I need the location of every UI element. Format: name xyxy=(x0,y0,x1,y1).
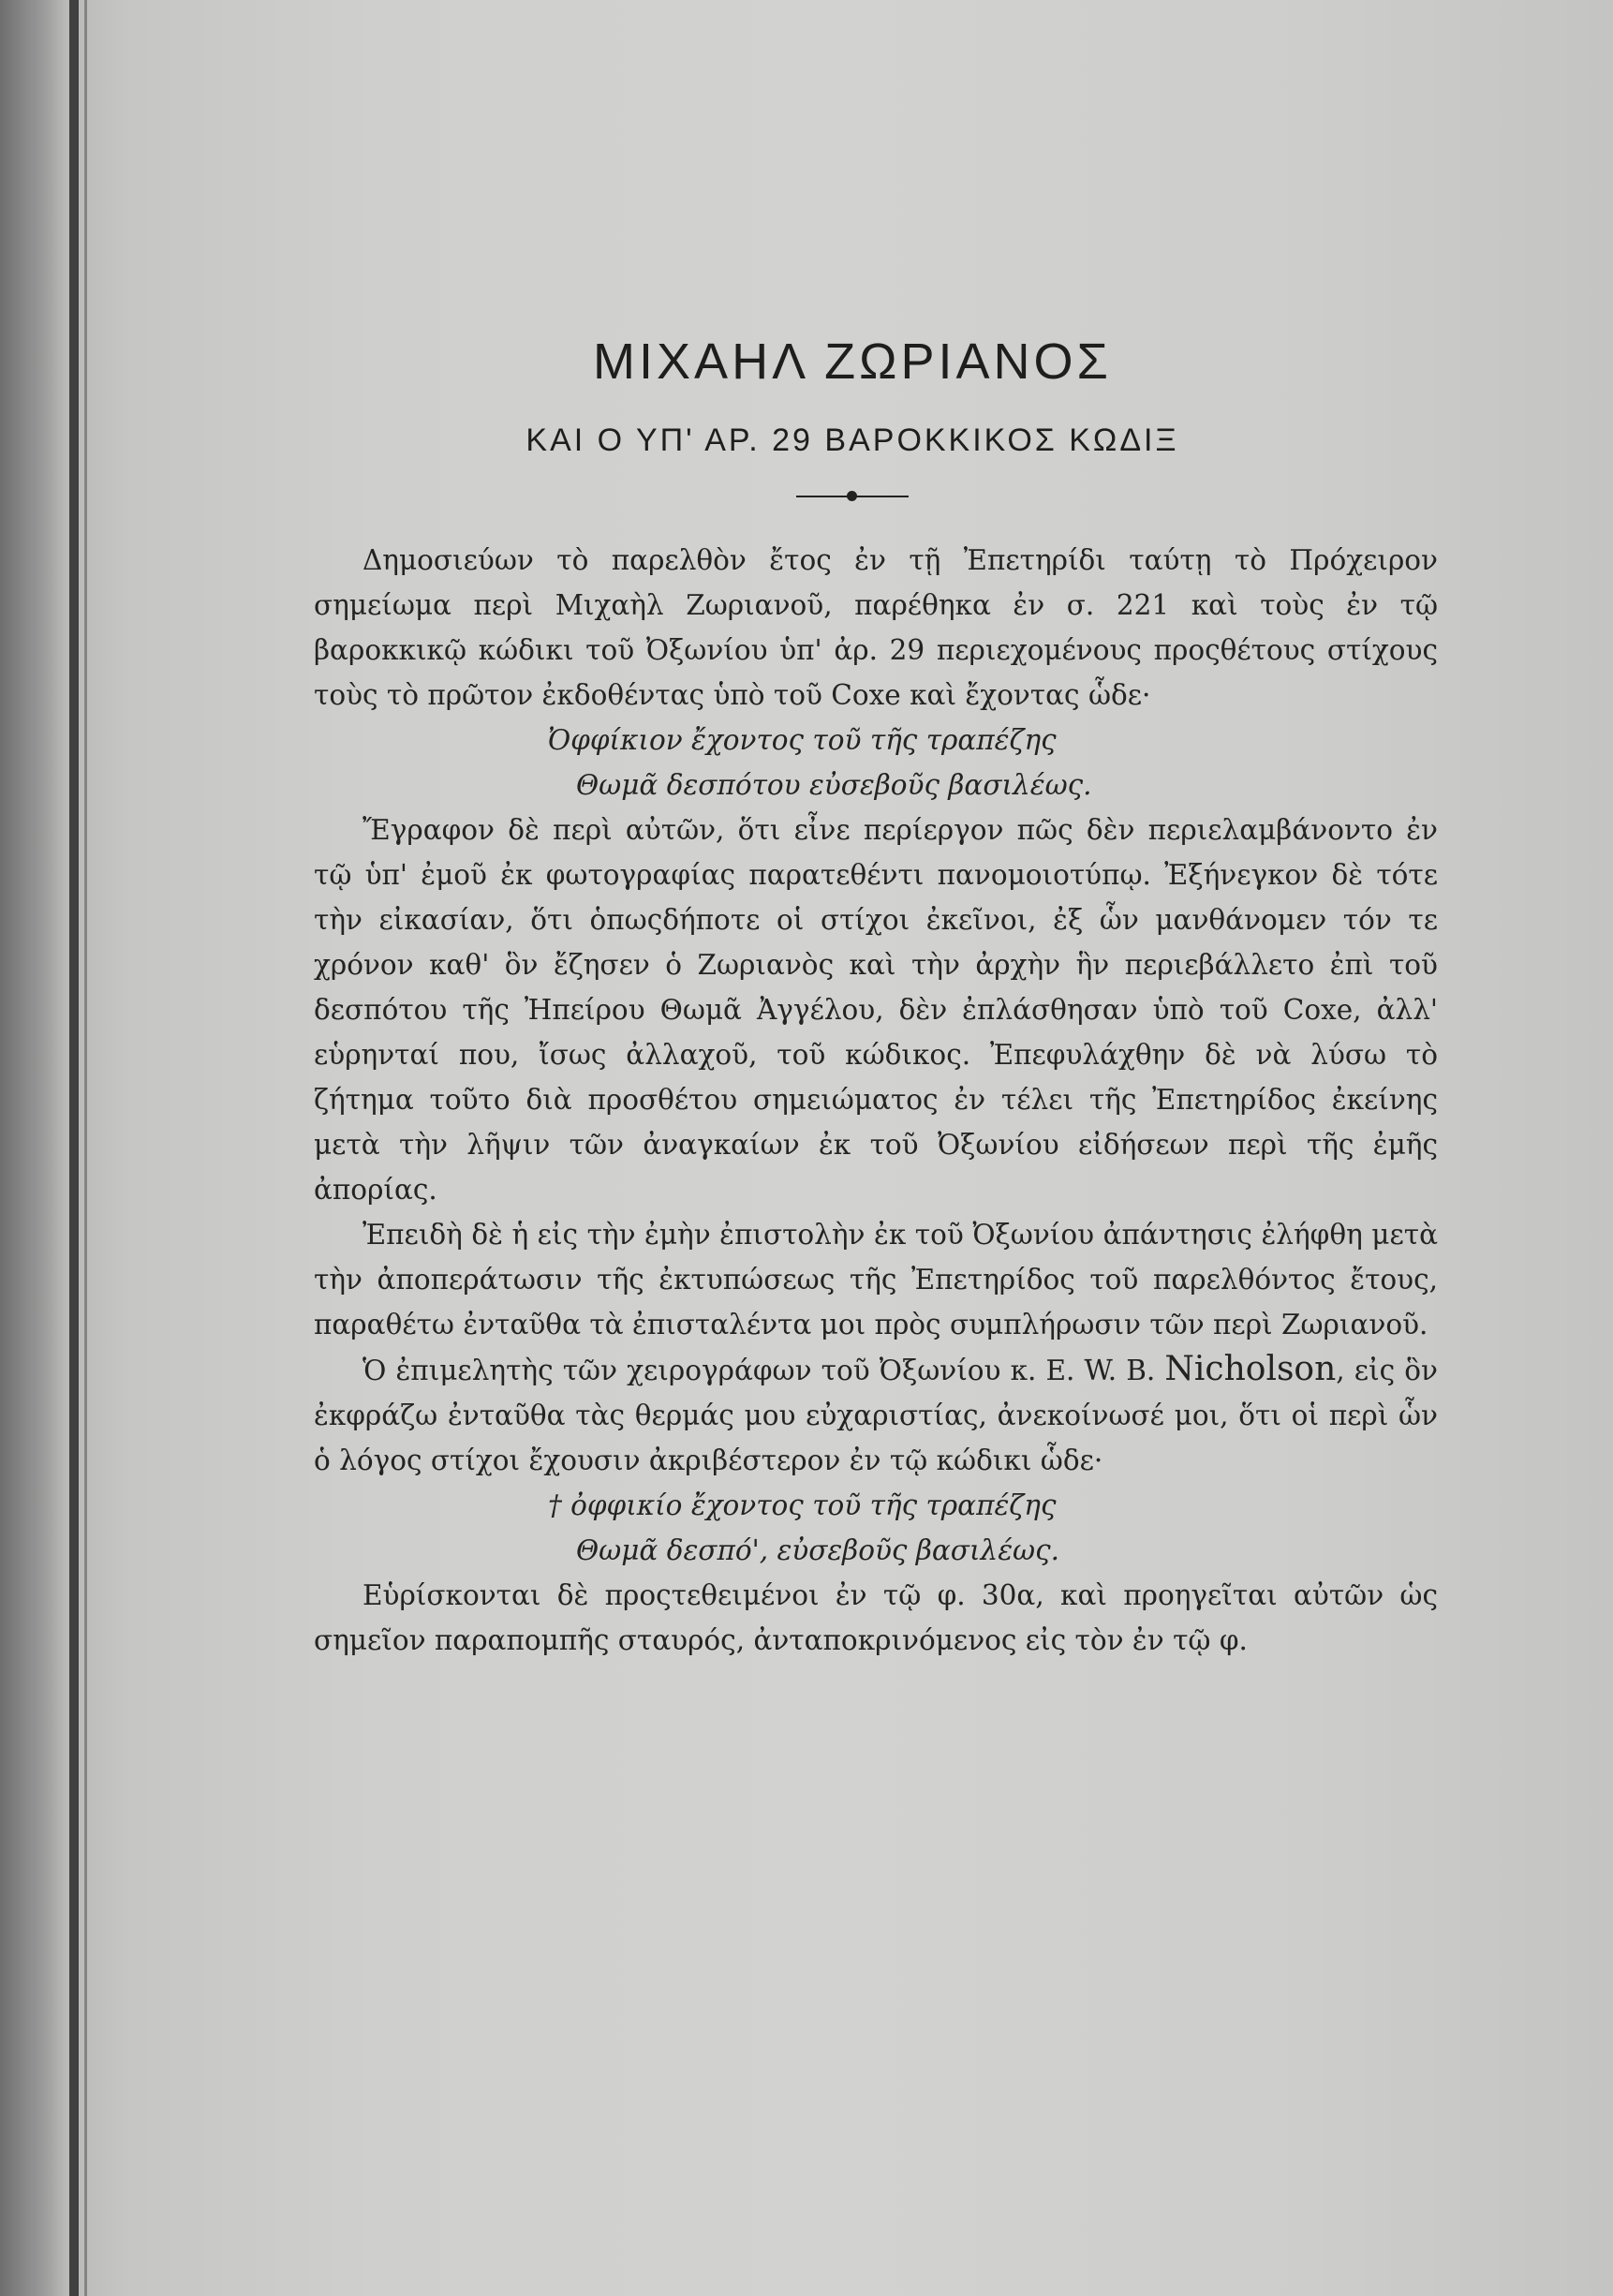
article-subtitle: ΚΑΙ Ο ΥΠ' ΑΡ. 29 ΒΑΡΟΚΚΙΚΟΣ ΚΩΔΙΞ xyxy=(525,422,1179,458)
paragraph-4 xyxy=(314,1347,1438,1483)
paragraph-4-end: ἐν τῷ κώδικι ὧδε· xyxy=(849,1444,1103,1476)
quote-1-line-2: Θωμᾶ δεσπότου εὐσεβοῦς βασιλέως. xyxy=(576,769,1092,801)
paragraph-4-name: Nicholson xyxy=(1164,1350,1337,1388)
article-title: ΜΙΧΑΗΛ ΖΩΡΙΑΝΟΣ xyxy=(593,333,1112,390)
paragraph-5: Εὑρίσκονται δὲ προςτεθειμένοι ἐν τῷ φ. 30α, καὶ προηγεῖται αὐτῶν ὡς σημεῖον παραπομπῆς σταυρός, ἀνταποκρινόμενος εἰς τὸν ἐν τῷ φ. xyxy=(314,1579,1438,1656)
binding-shadow xyxy=(0,0,66,2296)
paragraph-4-start: Ὁ ἐπιμελητὴς τῶν χειρογράφων τοῦ Ὀξωνίου κ. E. W. B. xyxy=(363,1355,1156,1386)
quote-1-line-1: Ὀφφίκιον ἔχοντος τοῦ τῆς τραπέζης xyxy=(548,724,1057,756)
paragraph-2: Ἔγραφον δὲ περὶ αὐτῶν, ὅτι εἶνε περίεργον πῶς δὲν περιελαμβάνοντο ἐν τῷ ὑπ' ἐμοῦ ἐκ φωτογραφίας παρατεθέντι πανομοιοτύπῳ. Ἐξήνεγκον δὲ τότε τὴν εἰκασίαν, ὅτι ὁπωςδήποτε οἱ στίχοι ἐκεῖνοι, ἐξ ὧν μανθάνομεν τόν τε χρόνον καθ' ὃν ἔζησεν ὁ Ζωριανὸς καὶ τὴν ἀρχὴν ἣν περιεβάλλετο ἐπὶ τοῦ δεσπότου τῆς Ἠπείρου Θωμᾶ Ἀγγέλου, δὲν ἐπλάσθησαν ὑπὸ τοῦ Coxe, ἀλλ' εὑρηνταί που, ἴσως ἀλλαχοῦ, τοῦ κώδικος. Ἐπεφυλάχθην δὲ νὰ λύσω τὸ ζήτημα τοῦτο διὰ προσθέτου σημειώματος ἐν τέλει τῆς Ἐπετηρίδος ἐκείνης μετὰ τὴν λῆψιν τῶν ἀναγκαίων ἐκ τοῦ Ὀξωνίου εἰδήσεων περὶ τῆς ἐμῆς ἀπορίας. xyxy=(314,814,1438,1206)
paragraph-1: Δημοσιεύων τὸ παρελθὸν ἔτος ἐν τῇ Ἐπετηρίδι ταύτῃ τὸ Πρόχειρον σημείωμα περὶ Μιχαὴλ Ζωριανοῦ, παρέθηκα ἐν σ. 221 καὶ τοὺς ἐν τῷ βαροκκικῷ κώδικι τοῦ Ὀξωνίου ὑπ' ἀρ. 29 περιεχομένους προςθέτους στίχους τοὺς τὸ πρῶτον ἐκδοθέντας ὑπὸ τοῦ Coxe καὶ ἔχοντας ὧδε· xyxy=(314,544,1438,711)
page-content xyxy=(314,333,1438,1663)
paragraph-3: Ἐπειδὴ δὲ ἡ εἰς τὴν ἐμὴν ἐπιστολὴν ἐκ τοῦ Ὀξωνίου ἀπάντησις ἐλήφθη μετὰ τὴν ἀποπεράτωσιν τῆς ἐκτυπώσεως τῆς Ἐπετηρίδος τοῦ παρελθόντος ἔτους, παραθέτω ἐνταῦθα τὰ ἐπισταλέντα μοι πρὸς συμπλήρωσιν τῶν περὶ Ζωριανοῦ. xyxy=(314,1219,1438,1341)
title-ornament xyxy=(796,487,909,506)
ornament-dot xyxy=(847,491,857,501)
binding-edge xyxy=(69,0,79,2296)
quote-2-line-1: † ὀφφικίο ἔχοντος τοῦ τῆς τραπέζης xyxy=(548,1489,1057,1521)
binding-edge-inner xyxy=(84,0,87,2296)
paragraph-4-rest: , εἰς ὃν ἐκφράζω ἐνταῦθα τὰς θερμάς μου εὐχαριστίας, ἀνεκοίνωσέ μοι, ὅτι οἱ περὶ ὧν ὁ λόγος στίχοι ἔχουσιν ἀκριβέστερον xyxy=(314,1355,1438,1476)
quote-2-line-2: Θωμᾶ δεσπό', εὐσεβοῦς βασιλέως. xyxy=(576,1534,1059,1566)
